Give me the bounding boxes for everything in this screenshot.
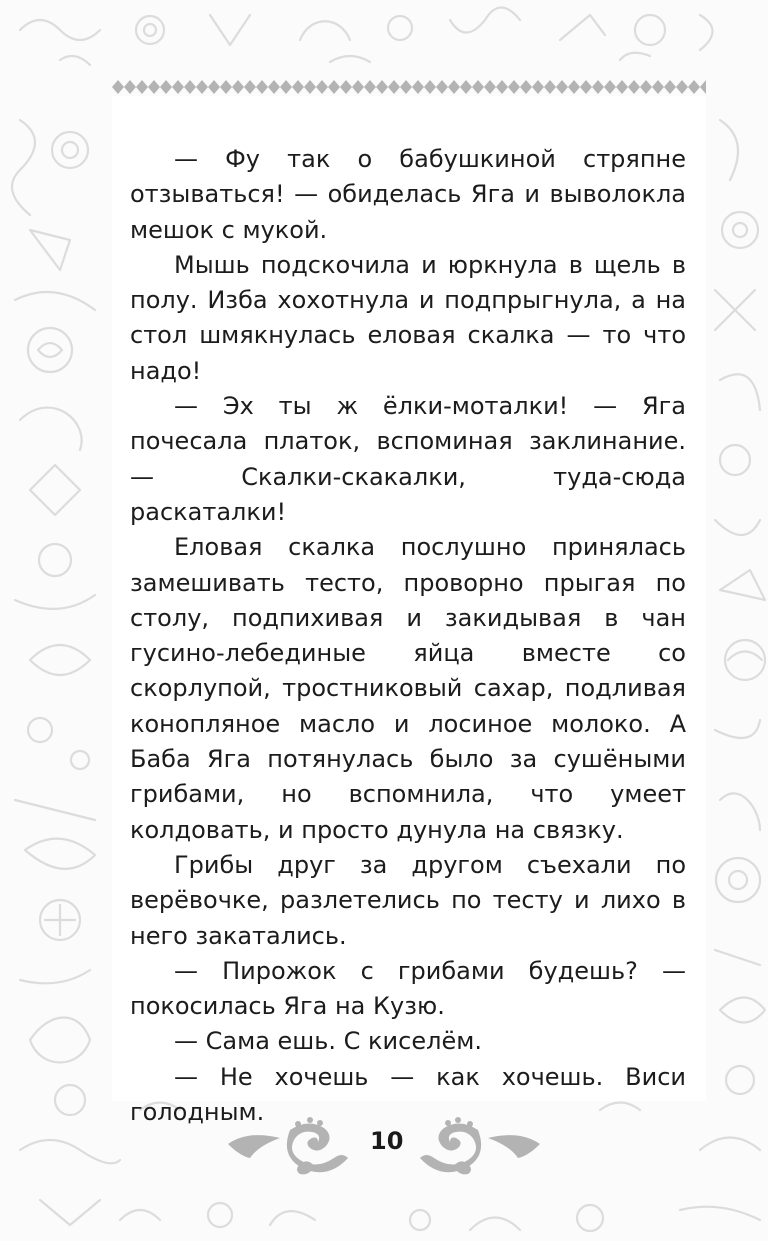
top-zigzag-border (112, 70, 706, 104)
paragraph: — Пирожок с грибами будешь? — покосилась Яга на Кузю. (130, 956, 686, 1021)
paragraph: — Не хочешь — как хочешь. Виси голодным. (130, 1062, 686, 1127)
footer-ornament (0, 1110, 768, 1200)
paragraph: Мышь подскочила и юркнула в щель в полу. Изба хохотнула и подпрыгнула, а на стол шмякнулась еловая скалка — то что надо! (130, 250, 686, 385)
body-text (130, 142, 686, 1130)
paragraph: Еловая скалка послушно принялась замешивать тесто, проворно прыгая по столу, подпихивая и закидывая в чан гусино-лебединые яйца вместе со скорлупой, тростниковый сахар, подливая конопляное масло и лосиное молоко. А Баба Яга потянулась было за сушёными грибами, но вспомнила, что умеет колдовать, и просто дунула на связку. (130, 533, 686, 844)
paragraph: — Фу так о бабушкиной стряпне отзываться! — обиделась Яга и выволокла мешок с мукой. (130, 145, 686, 244)
paragraph: — Сама ешь. С киселём. (174, 1027, 482, 1056)
paragraph: — Эх ты ж ёлки-моталки! — Яга почесала платок, вспоминая заклинание. — Скалки-скакалки, туда-сюда раскаталки! (130, 392, 686, 526)
page-number: 10 (370, 1127, 404, 1155)
paragraph: Грибы друг за другом съехали по верёвочке, разлетелись по тесту и лихо в него закатались. (130, 850, 686, 950)
